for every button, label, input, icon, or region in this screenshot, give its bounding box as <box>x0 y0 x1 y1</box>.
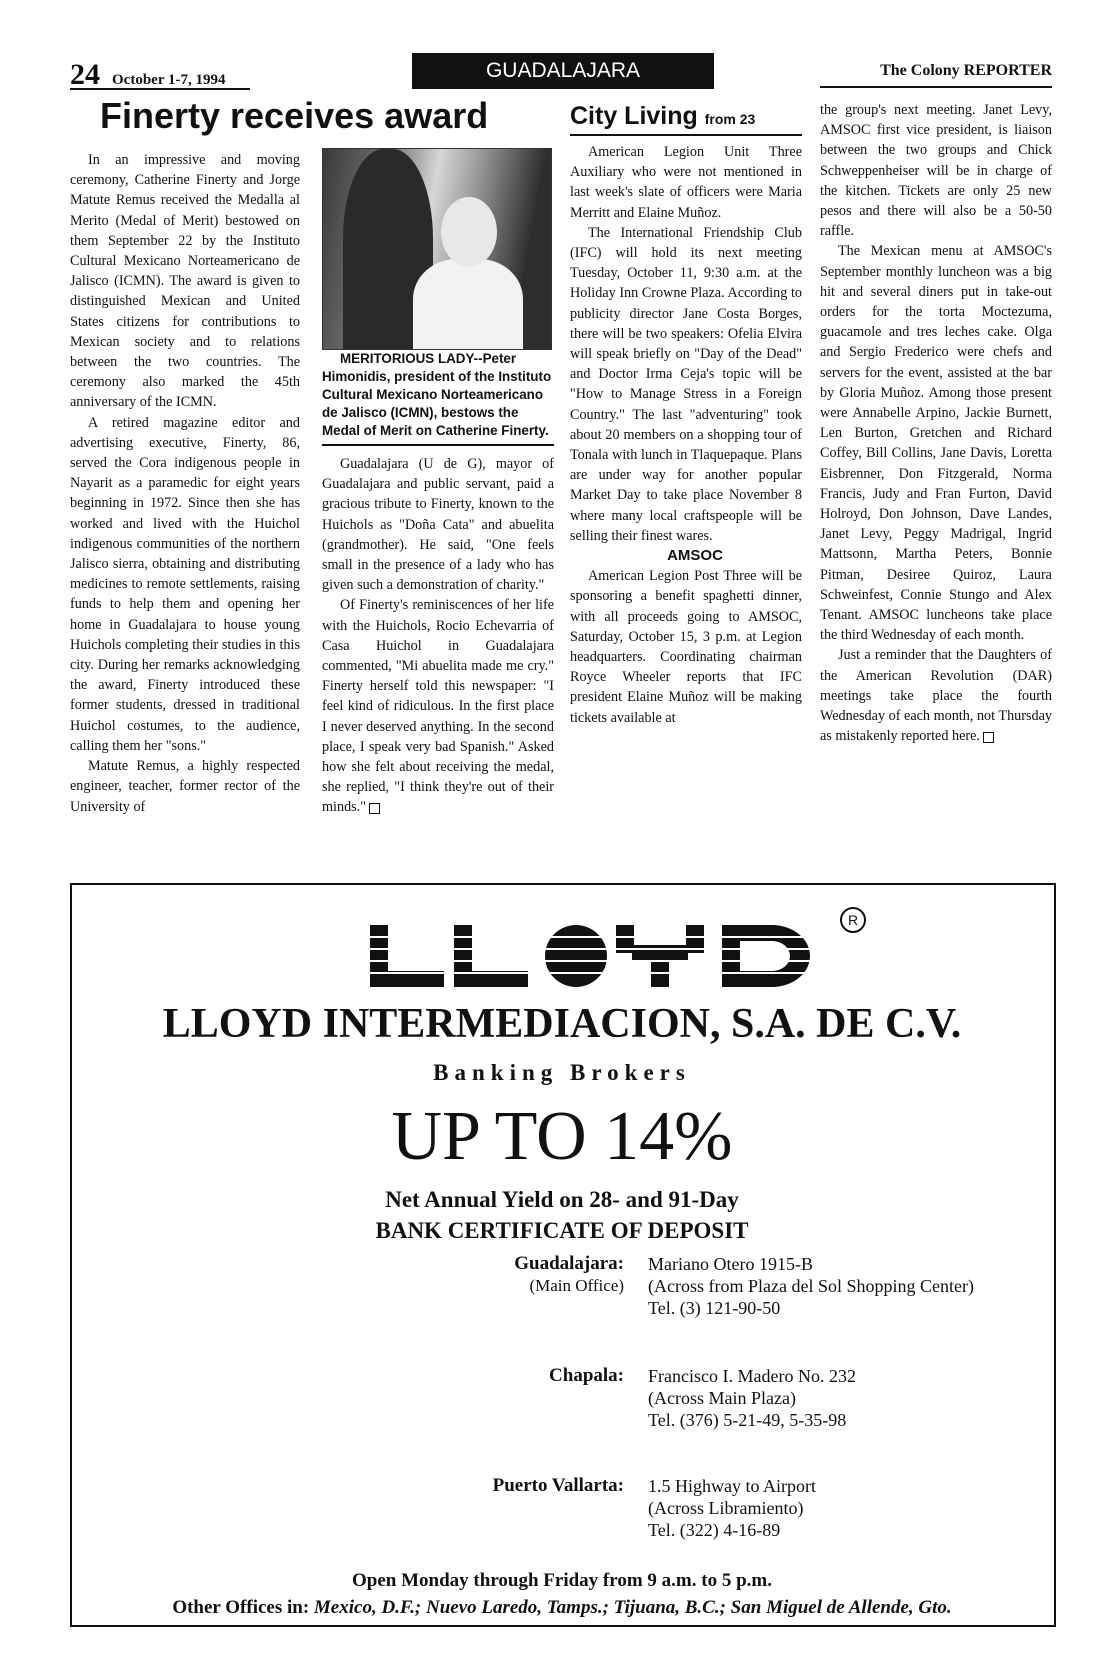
other-offices-list: Mexico, D.F.; Nuevo Laredo, Tamps.; Tijuana, B.C.; San Miguel de Allende, Gto. <box>313 1597 952 1618</box>
article-column-4 <box>820 100 1052 747</box>
article-paragraph: A retired magazine editor and advertising executive, Finerty, 86, served the Cora indigenous people in Nayarit as a paramedic for eight years beginning in 1972. Since then she has worked and lived with the Huichol indigenous communities of the northern Jalisco sierra, obtaining and distributing medicines to remote settlements, raising funds to help them and opening her home in Guadalajara to house young Huichols completing their studies in this city. During her remarks acknowledging the award, Finerty introduced these former students, dressed in traditional Huichol costumes, to the audience, calling them her "sons." <box>70 414 300 754</box>
article-paragraph: American Legion Unit Three Auxiliary who were not mentioned in last week's slate of officers were Maria Merritt and Elaine Muñoz. <box>570 144 802 221</box>
photo-figure-recipient-face <box>441 197 497 267</box>
article-column-2 <box>322 148 554 818</box>
article-paragraph: In an impressive and moving ceremony, Catherine Finerty and Jorge Matute Remus received the Medalla al Merito (Medal of Merit) bestowed on them September 22 by the Instituto Cultural Mexicano Norteamericano de Jalisco (ICMN). The award is given to distinguished Mexican and United States citizens for contributions to Mexican society and to relations between the two countries. The ceremony also marked the 45th anniversary of the ICMN. <box>70 152 300 411</box>
article-paragraph-text: Of Finerty's reminiscences of her life with the Huichols, Rocio Echevarria of Casa Huichol in Guadalajara commented, "Mi abuelita made me cry." Finerty herself told this newspaper: "I feel kind of ridiculous. In the first place I never deserved anything. In the second place, I speak very bad Spanish." Asked how she felt about receiving the medal, she replied, "I think they're out of their minds." <box>322 597 554 816</box>
article-paragraph: The Mexican menu at AMSOC's September monthly luncheon was a big hit and several diners put in take-out orders for the torta Moctezuma, guacamole and tres leches cake. Olga and Sergio Frederico were chefs and servers for the event, assisted at the bar by Gloria Muñoz. Among those present were Annabelle Arpino, Jackie Burnett, Len Burton, Gretchen and Richard Coffey, Bill Collins, Jane Davis, Loretta Eisbrenner, Don Fitzgerald, Norma Francis, Judy and Fran Furton, David Holroyd, Don Johnson, Dave Landes, Janet Levy, Peggy Madrigal, Ingrid Mattsonn, Martha Peters, Bonnie Pitman, Desiree Quiroz, Laura Schweinfest, Connie Stungo and Alex Tenant. AMSOC luncheons take place the third Wednesday of each month. <box>820 243 1052 644</box>
ad-yield-line-2: BANK CERTIFICATE OF DEPOSIT <box>375 1218 749 1243</box>
article-headline: Finerty receives award <box>100 95 489 136</box>
registered-trademark: R <box>840 907 866 933</box>
amsoc-subhead: AMSOC <box>667 547 723 565</box>
page-number: 24 <box>70 58 100 91</box>
office-note: (Main Office) <box>529 1276 624 1295</box>
office-address <box>648 1365 1048 1431</box>
article-paragraph: Guadalajara (U de G), mayor of Guadalajara and public servant, paid a gracious tribute to Finerty, known to the Huichols as "Doña Cata" and abuelita (grandmother). He said, "One feels small in the presence of a lady who has given such a demonstration of charity." <box>322 456 554 594</box>
article-paragraph: The International Friendship Club (IFC) will hold its next meeting Tuesday, October 11, 9:30 a.m. at the Holiday Inn Crowne Plaza. According to publicity director Jane Costa Borges, there will be two speakers: Ofelia Elvira will speak briefly on "Day of the Dead" and Doctor Irma Ceja's topic will be "How to Manage Stress in a Foreign Country." The last "adventuring" took about 20 members on a shopping tour of Tonala with lunch in Tlaquepaque. Plans are under way for another popular Market Day to take place November 8 where many local craftspeople will be selling their finest wares. <box>570 224 802 544</box>
article-paragraph <box>322 595 554 817</box>
end-mark-icon <box>983 732 994 743</box>
article-paragraph: Matute Remus, a highly respected engineer, teacher, former rector of the University of <box>70 758 300 815</box>
other-offices-label: Other Offices in: <box>172 1597 310 1618</box>
photo-figure-recipient-body <box>413 259 523 350</box>
issue-date: October 1-7, 1994 <box>112 72 226 88</box>
page-header-left <box>70 58 250 90</box>
office-address-line: Mariano Otero 1915-B <box>648 1254 813 1274</box>
article-paragraph-text: Just a reminder that the Daughters of the American Revolution (DAR) meetings take place the fourth Wednesday of each month, not Thursday as mistakenly reported here. <box>820 647 1052 745</box>
office-address-line: (Across Libramiento) <box>648 1498 804 1518</box>
city-living-heading <box>570 100 802 136</box>
city-living-title: City Living <box>570 102 698 130</box>
office-address-line: 1.5 Highway to Airport <box>648 1476 816 1496</box>
office-city: Guadalajara: <box>514 1253 624 1274</box>
ad-rate: UP TO 14% <box>391 1098 733 1175</box>
office-address-line: (Across Main Plaza) <box>648 1388 796 1408</box>
article-column-1 <box>70 150 300 817</box>
office-city: Chapala: <box>549 1365 624 1386</box>
article-paragraph: the group's next meeting. Janet Levy, AMSOC first vice president, is liaison between the two groups and Chick Schweppenheiser will be in charge of the kitchen. Tickets are only 25 new pesos and there will also be a 50-50 raffle. <box>820 102 1052 240</box>
office-address <box>648 1253 1048 1319</box>
award-photo <box>322 148 552 350</box>
lloyd-logo-icon <box>370 925 810 987</box>
office-phone: Tel. (322) 4-16-89 <box>648 1520 781 1540</box>
office-city: Puerto Vallarta: <box>492 1475 624 1496</box>
section-banner: GUADALAJARA <box>412 53 714 89</box>
office-phone: Tel. (376) 5-21-49, 5-35-98 <box>648 1410 847 1430</box>
continued-from: from 23 <box>704 111 756 127</box>
ad-yield-line-1: Net Annual Yield on 28- and 91-Day <box>385 1187 739 1212</box>
ad-tagline: Banking Brokers <box>433 1060 691 1085</box>
office-address <box>648 1475 1048 1541</box>
office-address-line: Francisco I. Madero No. 232 <box>648 1366 856 1386</box>
article-column-3 <box>570 142 802 728</box>
ad-hours: Open Monday through Friday from 9 a.m. to 5 p.m. <box>352 1570 772 1591</box>
office-phone: Tel. (3) 121-90-50 <box>648 1298 781 1318</box>
ad-company-name: LLOYD INTERMEDIACION, S.A. DE C.V. <box>162 1001 962 1047</box>
office-address-line: (Across from Plaza del Sol Shopping Center) <box>648 1276 974 1296</box>
lloyd-advertisement <box>70 883 1056 1627</box>
ad-other-offices <box>72 1597 1052 1619</box>
publication-name: The Colony REPORTER <box>820 62 1052 88</box>
article-paragraph: American Legion Post Three will be sponsoring a benefit spaghetti dinner, with all proceeds going to AMSOC, Saturday, October 15, 3 p.m. at Legion headquarters. Coordinating chairman Royce Wheeler reports that IFC president Elaine Muñoz will be making tickets available at <box>570 568 802 726</box>
article-paragraph <box>820 645 1052 746</box>
end-mark-icon <box>369 803 380 814</box>
photo-caption: MERITORIOUS LADY--Peter Himonidis, president of the Instituto Cultural Mexicano Norteamericano de Jalisco (ICMN), bestows the Medal of Merit on Catherine Finerty. <box>322 350 554 446</box>
